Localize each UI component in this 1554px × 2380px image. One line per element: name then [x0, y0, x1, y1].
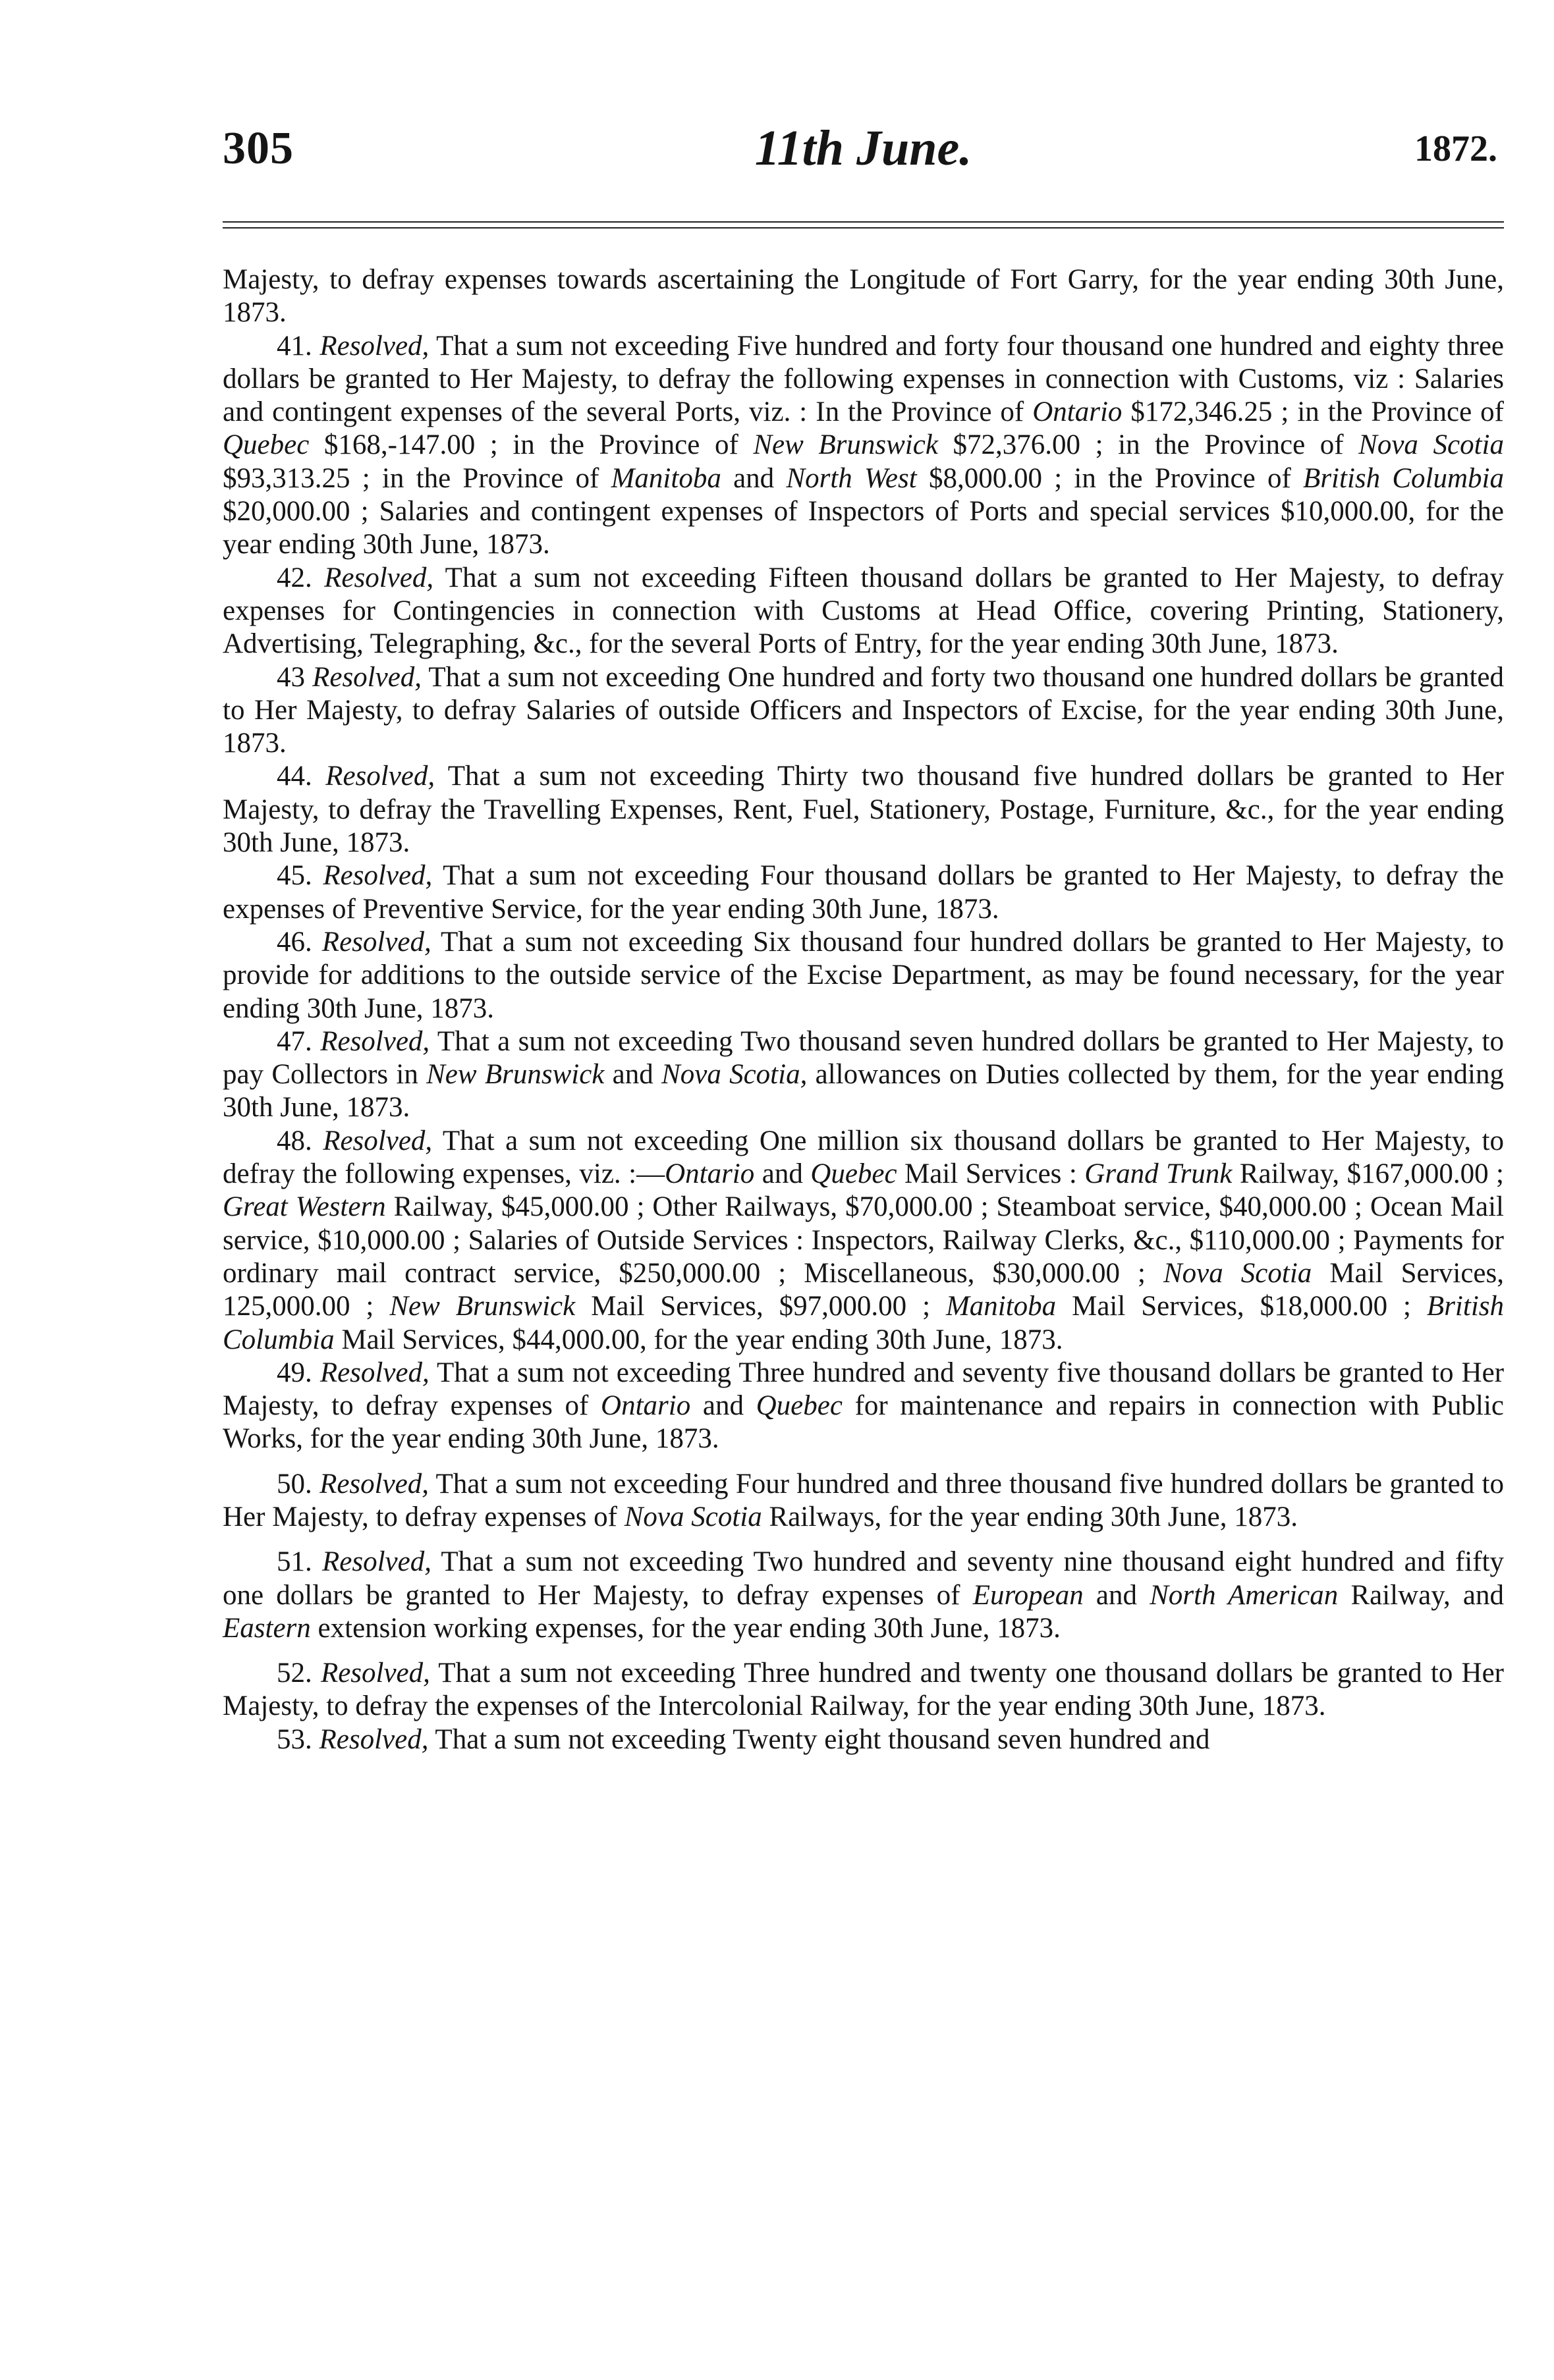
body-text: That a sum not exceeding Four thousand dollars be granted to Her Majesty, to defray the expenses of Preventive Service, for the year ending 30th June, 1873.: [223, 860, 1504, 925]
italic-text: New Brunswick: [389, 1291, 576, 1322]
italic-text: North West: [786, 462, 917, 494]
italic-text: Grand Trunk: [1084, 1158, 1233, 1190]
body-text: $172,346.25 ; in the Province of: [1122, 396, 1504, 428]
body-text: $8,000.00 ; in the Province of: [916, 462, 1304, 494]
resolved-label: Resolved,: [319, 1468, 430, 1500]
document-body: [223, 263, 1504, 1756]
body-text: Railway, $167,000.00 ;: [1232, 1158, 1504, 1190]
italic-text: Nova Scotia,: [661, 1059, 808, 1091]
resolved-label: Resolved,: [320, 1025, 430, 1057]
body-text: $93,313.25 ; in the Province of: [223, 462, 611, 494]
double-rule-divider: [223, 221, 1504, 230]
italic-text: British Columbia: [223, 1291, 1504, 1355]
resolution-paragraph: [223, 1657, 1504, 1723]
body-text: Mail Services, $97,000.00 ;: [575, 1291, 946, 1322]
resolution-paragraph: [223, 926, 1504, 1025]
resolved-label: Resolved,: [312, 661, 422, 693]
italic-text: European: [972, 1579, 1084, 1611]
body-text: Majesty, to defray expenses towards ascertaining the Longitude of Fort Garry, for the year ending 30th June, 1873.: [223, 264, 1504, 329]
resolution-number: 52.: [277, 1658, 312, 1689]
resolution-number: 45.: [277, 860, 312, 892]
resolution-number: 47.: [277, 1025, 312, 1057]
italic-text: Ontario: [1032, 396, 1123, 428]
italic-text: Quebec: [756, 1390, 843, 1422]
body-text: That a sum not exceeding One million six thousand dollars be granted to Her Majesty, to defray the following expenses, viz. :—: [223, 1125, 1504, 1190]
page-number: 305: [223, 123, 294, 174]
body-text: and: [690, 1390, 756, 1422]
body-text: Mail Services, $44,000.00, for the year ending 30th June, 1873.: [334, 1324, 1063, 1355]
body-text: Railway, $45,000.00 ; Other Railways, $70,000.00 ; Steamboat service, $40,000.00 ; Ocean Mail service, $10,000.00 ; Salaries of Outside Services : Inspectors, Railway Clerks, &c., $110,000.00 ; Payments for ordinary mail contract service, $250,000.00 ; Miscellaneous, $30,000.00 ;: [223, 1191, 1504, 1289]
body-text: That a sum not exceeding Six thousand four hundred dollars be granted to Her Majesty, to provide for additions to the outside service of the Excise Department, as may be found necessary, for the year ending 30th June, 1873.: [223, 926, 1505, 1024]
resolved-label: Resolved,: [321, 1546, 431, 1578]
resolution-paragraph: [223, 661, 1504, 761]
resolved-label: Resolved,: [319, 330, 430, 362]
resolved-label: Resolved,: [323, 860, 433, 892]
italic-text: Ontario: [601, 1390, 691, 1422]
body-text: and: [1083, 1579, 1150, 1611]
italic-text: Manitoba: [945, 1291, 1057, 1322]
italic-text: Ontario: [665, 1158, 755, 1190]
body-text: for maintenance and repairs in connection with Public Works, for the year ending 30th June, 1873.: [223, 1390, 1505, 1455]
resolution-number: 48.: [277, 1125, 312, 1156]
body-text: and: [604, 1059, 662, 1091]
resolution-number: 49.: [277, 1357, 312, 1388]
resolution-number: 41.: [277, 330, 312, 362]
resolved-label: Resolved,: [319, 1357, 430, 1388]
resolution-paragraph: [223, 859, 1504, 926]
resolution-paragraph: [223, 330, 1504, 562]
resolution-number: 46.: [277, 926, 312, 958]
body-text: and: [754, 1158, 811, 1190]
resolved-label: Resolved,: [321, 926, 431, 958]
resolution-number: 50.: [277, 1468, 312, 1500]
body-text: That a sum not exceeding Thirty two thousand five hundred dollars be granted to Her Majesty, to defray the Travelling Expenses, Rent, Fuel, Stationery, Postage, Furniture, &c., for the year ending 30th June, 1873.: [223, 761, 1504, 859]
resolution-paragraph: [223, 1468, 1504, 1534]
continued-paragraph: [223, 263, 1504, 330]
italic-text: Quebec: [223, 429, 310, 461]
body-text: Mail Services, $18,000.00 ;: [1056, 1291, 1427, 1322]
body-text: Railways, for the year ending 30th June, 1873.: [762, 1501, 1298, 1532]
body-text: Mail Services :: [897, 1158, 1085, 1190]
resolution-paragraph: [223, 1025, 1504, 1125]
resolution-paragraph: [223, 1546, 1504, 1645]
body-text: That a sum not exceeding Two hundred and seventy nine thousand eight hundred and fifty one dollars be granted to Her Majesty, to defray expenses of: [223, 1546, 1504, 1611]
body-text: That a sum not exceeding Five hundred and forty four thousand one hundred and eighty three dollars be granted to Her Majesty, to defray the following expenses in connection with Customs, viz : Salaries and contingent expenses of the several Ports, viz. : In the Province of: [223, 330, 1505, 428]
resolved-label: Resolved,: [325, 761, 435, 792]
italic-text: Great Western: [223, 1191, 386, 1223]
body-text: extension working expenses, for the year ending 30th June, 1873.: [310, 1612, 1061, 1644]
page-header: [223, 99, 1504, 191]
body-text: allowances on Duties collected by them, for the year ending 30th June, 1873.: [223, 1059, 1505, 1123]
italic-text: New Brunswick: [426, 1059, 605, 1091]
document-page: [223, 99, 1504, 1756]
resolution-paragraph: [223, 562, 1504, 661]
resolution-paragraph: [223, 760, 1504, 859]
italic-text: Manitoba: [611, 462, 721, 494]
resolved-label: Resolved,: [319, 1723, 429, 1755]
body-text: That a sum not exceeding Two thousand seven hundred dollars be granted to Her Majesty, to pay Collectors in: [223, 1025, 1505, 1091]
italic-text: Eastern: [223, 1612, 311, 1644]
body-text: That a sum not exceeding Twenty eight thousand seven hundred and: [428, 1723, 1210, 1755]
body-text: That a sum not exceeding Three hundred and seventy five thousand dollars be granted to Her Majesty, to defray expenses of: [223, 1357, 1505, 1422]
body-text: That a sum not exceeding Four hundred and three thousand five hundred dollars be granted to Her Majesty, to defray expenses of: [223, 1468, 1505, 1532]
body-text: That a sum not exceeding Three hundred and twenty one thousand dollars be granted to Her Majesty, to defray the expenses of the Intercolonial Railway, for the year ending 30th June, 1873.: [223, 1658, 1505, 1722]
resolution-number: 43: [277, 661, 305, 693]
italic-text: Nova Scotia: [1358, 429, 1504, 461]
resolved-label: Resolved,: [323, 1125, 433, 1156]
resolved-label: Resolved,: [324, 562, 434, 593]
body-text: That a sum not exceeding One hundred and forty two thousand one hundred dollars be granted to Her Majesty, to defray Salaries of outside Officers and Inspectors of Excise, for the year ending 30th June, 1873.: [223, 661, 1504, 759]
resolution-number: 53.: [277, 1723, 312, 1755]
italic-text: Nova Scotia: [624, 1501, 762, 1532]
resolution-number: 44.: [277, 761, 312, 792]
body-text: Mail Services, 125,000.00 ;: [223, 1257, 1504, 1322]
body-text: $20,000.00 ; Salaries and contingent expenses of Inspectors of Ports and special services $10,000.00, for the year ending 30th June, 1873.: [223, 496, 1504, 560]
italic-text: British Columbia: [1303, 462, 1504, 494]
body-text: $168,-147.00 ; in the Province of: [309, 429, 754, 461]
resolution-number: 51.: [277, 1546, 312, 1578]
italic-text: North American: [1150, 1579, 1339, 1611]
body-text: and: [721, 462, 787, 494]
running-title: 11th June.: [754, 121, 972, 176]
italic-text: New Brunswick: [753, 429, 938, 461]
body-text: That a sum not exceeding Fifteen thousand dollars be granted to Her Majesty, to defray expenses for Contingencies in connection with Customs at Head Office, covering Printing, Stationery, Advertising, Telegraphing, &c., for the several Ports of Entry, for the year ending 30th June, 1873.: [223, 562, 1504, 660]
resolved-label: Resolved,: [320, 1658, 430, 1689]
body-text: $72,376.00 ; in the Province of: [937, 429, 1359, 461]
resolution-paragraph: [223, 1723, 1504, 1756]
resolution-number: 42.: [277, 562, 312, 593]
resolution-paragraph: [223, 1357, 1504, 1456]
italic-text: Nova Scotia: [1163, 1257, 1312, 1289]
header-year: 1872.: [1414, 128, 1497, 169]
italic-text: Quebec: [810, 1158, 897, 1190]
body-text: Railway, and: [1338, 1579, 1505, 1611]
resolution-paragraph: [223, 1125, 1504, 1357]
